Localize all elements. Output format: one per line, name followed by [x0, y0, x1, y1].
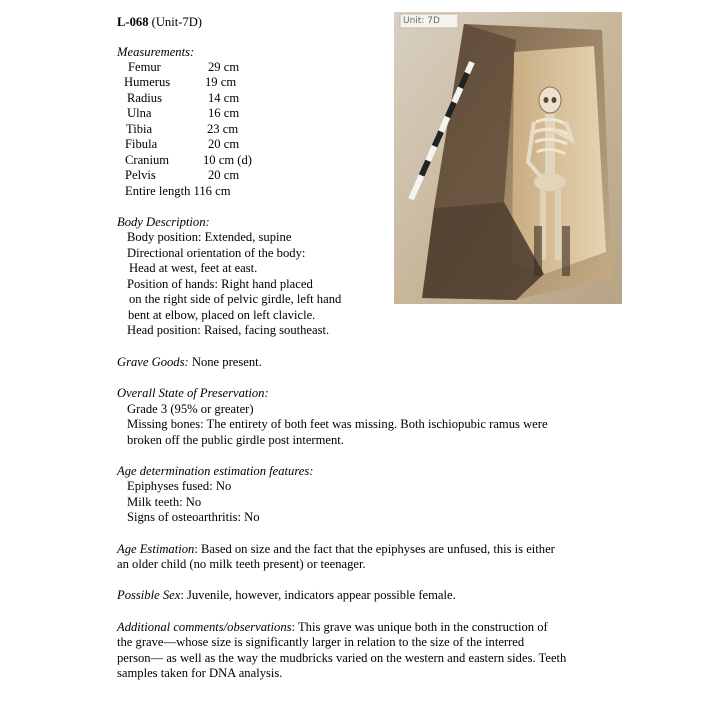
measurement-value: 19 cm: [205, 75, 237, 89]
preservation-line: Missing bones: The entirety of both feet was missing. Both ischiopubic ramus were: [127, 417, 548, 431]
age-estimation-line: an older child (no milk teeth present) or teenager.: [117, 557, 366, 571]
possible-sex-label: Possible Sex: [117, 588, 181, 602]
possible-sex-text: : Juvenile, however, indicators appear possible female.: [180, 588, 456, 602]
body-description-line: bent at elbow, placed on left clavicle.: [128, 308, 316, 322]
additional-comments-text: : This grave was unique both in the construction of: [291, 620, 548, 634]
record-id: L-068: [117, 15, 149, 29]
measurement-label: Radius: [127, 91, 162, 105]
measurement-label: Cranium: [125, 153, 170, 167]
body-description-line: on the right side of pelvic girdle, left hand: [129, 292, 342, 306]
measurement-label: Fibula: [125, 137, 158, 151]
body-description-line: Position of hands: Right hand placed: [127, 277, 313, 291]
excavation-photo: [394, 12, 622, 304]
additional-comments: [117, 620, 548, 635]
additional-comments-line: person— as well as the way the mudbricks varied on the western and eastern sides. Teeth: [117, 651, 567, 665]
measurement-value: 23 cm: [207, 122, 239, 136]
age-features-line: Signs of osteoarthritis: No: [127, 510, 260, 524]
grave-goods-label: Grave Goods:: [117, 355, 189, 369]
record-unit: (Unit-7D): [151, 15, 203, 29]
measurements-heading: Measurements:: [117, 45, 195, 59]
measurement-label: Ulna: [127, 106, 152, 120]
measurement-label: Humerus: [124, 75, 171, 89]
additional-comments-label: Additional comments/observations: [117, 620, 292, 634]
measurement-value: 20 cm: [208, 137, 240, 151]
unit-tag-label: Unit: 7D: [403, 16, 440, 26]
entire-length: Entire length 116 cm: [125, 184, 231, 198]
record-heading: [117, 15, 202, 30]
additional-comments-line: samples taken for DNA analysis.: [117, 666, 283, 680]
body-description-line: Head position: Raised, facing southeast.: [127, 323, 330, 337]
age-estimation: [117, 542, 555, 557]
age-estimation-text: : Based on size and the fact that the epiphyses are unfused, this is either: [194, 542, 555, 556]
age-features-heading: Age determination estimation features:: [117, 464, 314, 478]
body-description-line: Directional orientation of the body:: [127, 246, 306, 260]
preservation-line: Grade 3 (95% or greater): [127, 402, 254, 416]
measurement-value: 10 cm (d): [203, 153, 252, 167]
measurement-label: Femur: [128, 60, 161, 74]
measurement-value: 29 cm: [208, 60, 240, 74]
body-description-line: Body position: Extended, supine: [127, 230, 292, 244]
grave-goods-text: None present.: [188, 355, 262, 369]
preservation-line: broken off the public girdle post interment.: [127, 433, 344, 447]
additional-comments-line: the grave—whose size is significantly larger in relation to the size of the interred: [117, 635, 525, 649]
measurement-value: 16 cm: [208, 106, 240, 120]
body-description-heading: Body Description:: [117, 215, 210, 229]
preservation-heading: Overall State of Preservation:: [117, 386, 269, 400]
body-description-line: Head at west, feet at east.: [129, 261, 258, 275]
measurement-value: 20 cm: [208, 168, 240, 182]
age-estimation-label: Age Estimation: [117, 542, 195, 556]
measurement-value: 14 cm: [208, 91, 240, 105]
measurement-label: Tibia: [126, 122, 153, 136]
grave-goods: [117, 355, 262, 370]
age-features-line: Milk teeth: No: [127, 495, 202, 509]
possible-sex: [117, 588, 456, 603]
measurement-label: Pelvis: [125, 168, 156, 182]
age-features-line: Epiphyses fused: No: [127, 479, 232, 493]
